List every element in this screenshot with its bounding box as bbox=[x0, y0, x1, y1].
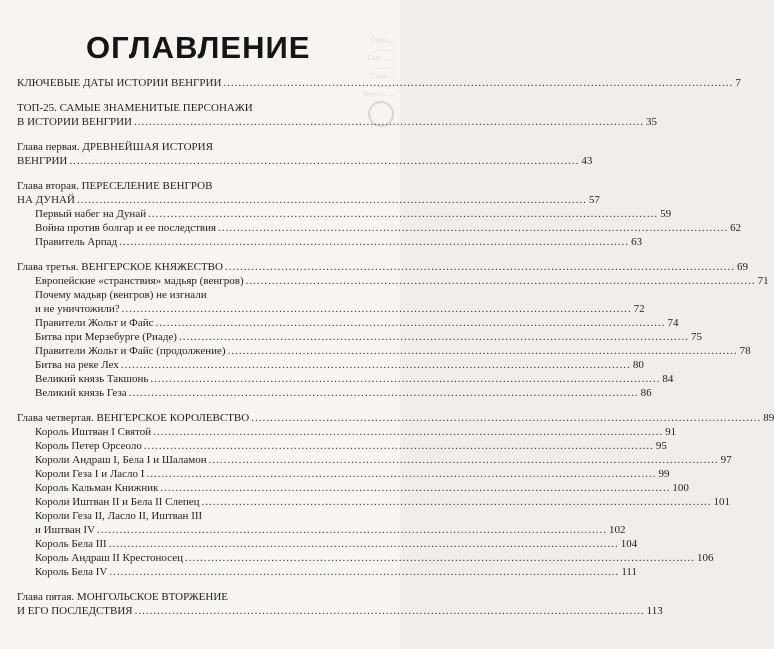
dot-leader bbox=[109, 565, 619, 579]
toc-page-number: 95 bbox=[655, 440, 667, 452]
dot-leader bbox=[134, 115, 644, 129]
toc-entry-title: Великий князь Такшонь bbox=[35, 373, 149, 385]
toc-subentry[interactable] bbox=[17, 274, 769, 288]
toc-subentry[interactable] bbox=[17, 330, 702, 344]
dot-leader bbox=[209, 453, 719, 467]
toc-chapter[interactable] bbox=[17, 101, 658, 129]
dot-leader bbox=[77, 193, 587, 207]
toc-page-number: 84 bbox=[662, 373, 674, 385]
toc-page-number: 106 bbox=[697, 552, 714, 564]
toc-subentry[interactable] bbox=[17, 316, 679, 330]
toc-entry-title: Правители Жольт и Файс (продолжение) bbox=[35, 345, 226, 357]
toc-subentry[interactable] bbox=[17, 221, 742, 235]
toc-page-number: 102 bbox=[609, 524, 626, 536]
toc-entry-title: Битва при Мерзебурге (Риаде) bbox=[35, 331, 177, 343]
toc-subentry[interactable] bbox=[17, 551, 714, 565]
toc-page-number: 99 bbox=[658, 468, 670, 480]
toc-chapter[interactable] bbox=[17, 260, 748, 274]
toc-page-number: 80 bbox=[632, 359, 644, 371]
dot-leader bbox=[228, 344, 738, 358]
dot-leader bbox=[185, 551, 695, 565]
toc-entry-title: НА ДУНАЙ bbox=[17, 194, 75, 206]
dot-leader bbox=[179, 330, 689, 344]
toc-entry-title: Короли Иштван II и Бела II Слепец bbox=[35, 496, 200, 508]
bleed-line: .......... bbox=[376, 63, 394, 71]
toc-entry-title: и Иштван IV bbox=[35, 524, 96, 536]
toc-entry-first-line: Короли Геза II, Ласло II, Иштван III bbox=[35, 510, 203, 522]
toc-entry-title: Глава третья. ВЕНГЕРСКОЕ КНЯЖЕСТВО bbox=[17, 261, 223, 273]
toc-entry-title: В ИСТОРИИ ВЕНГРИИ bbox=[17, 116, 133, 128]
toc-chapter[interactable] bbox=[17, 411, 774, 425]
dot-leader bbox=[144, 439, 654, 453]
toc-subentry[interactable] bbox=[17, 439, 667, 453]
dot-leader bbox=[148, 207, 658, 221]
dot-leader bbox=[202, 495, 712, 509]
dot-leader bbox=[146, 467, 656, 481]
dot-leader bbox=[97, 523, 607, 537]
toc-subentry[interactable] bbox=[17, 453, 732, 467]
dot-leader bbox=[251, 411, 761, 425]
toc-subentry[interactable] bbox=[17, 207, 672, 221]
toc-entry-title: Великий князь Геза bbox=[35, 387, 127, 399]
toc-page-number: 104 bbox=[620, 538, 638, 550]
toc-subentry[interactable] bbox=[17, 358, 644, 372]
toc-page-number: 113 bbox=[646, 605, 663, 617]
toc-page-number: 69 bbox=[736, 261, 748, 273]
dot-leader bbox=[218, 221, 728, 235]
toc-subentry[interactable] bbox=[17, 565, 638, 579]
toc-page-number: 7 bbox=[735, 77, 741, 89]
toc-chapter[interactable] bbox=[17, 140, 593, 168]
dot-leader bbox=[109, 537, 619, 551]
toc-entry-first-line: ТОП-25. САМЫЕ ЗНАМЕНИТЫЕ ПЕРСОНАЖИ bbox=[17, 102, 253, 114]
bleed-line: Глава ... bbox=[370, 36, 394, 44]
dot-leader bbox=[160, 481, 670, 495]
toc-entry-title: Правитель Арпад bbox=[35, 236, 118, 248]
toc-entry-first-line: Глава первая. ДРЕВНЕЙШАЯ ИСТОРИЯ bbox=[17, 141, 213, 153]
toc-subentry[interactable] bbox=[17, 386, 652, 400]
toc-entry-title: Король Иштван I Святой bbox=[35, 426, 152, 438]
toc-page-number: 74 bbox=[667, 317, 679, 329]
toc-chapter[interactable] bbox=[17, 179, 600, 207]
dot-leader bbox=[135, 604, 645, 618]
bleed-line: Король .... bbox=[363, 90, 394, 98]
toc-entry-title: Война против болгар и ее последствия bbox=[35, 222, 217, 234]
toc-entry-title: Короли Геза I и Ласло I bbox=[35, 468, 145, 480]
toc-page-number: 78 bbox=[739, 345, 751, 357]
dot-leader bbox=[121, 358, 631, 372]
toc-entry-title: Битва на реке Лех bbox=[35, 359, 119, 371]
toc-page-number: 35 bbox=[646, 116, 658, 128]
toc-page-number: 111 bbox=[621, 566, 638, 578]
toc-subentry[interactable] bbox=[17, 481, 689, 495]
toc-page-number: 57 bbox=[588, 194, 600, 206]
toc-page-number: 97 bbox=[720, 454, 732, 466]
toc-entry-title: Европейские «странствия» мадьяр (венгров) bbox=[35, 275, 244, 287]
toc-subentry[interactable] bbox=[17, 372, 674, 386]
toc-page-number: 71 bbox=[757, 275, 769, 287]
toc-subentry[interactable] bbox=[17, 235, 643, 249]
toc-subentry[interactable] bbox=[17, 509, 626, 537]
dot-leader bbox=[225, 260, 735, 274]
toc-entry-title: И ЕГО ПОСЛЕДСТВИЯ bbox=[17, 605, 133, 617]
bleed-line: .......... bbox=[376, 45, 394, 53]
dot-leader bbox=[153, 425, 663, 439]
dot-leader bbox=[69, 154, 579, 168]
dot-leader bbox=[122, 302, 632, 316]
toc-page-number: 101 bbox=[713, 496, 731, 508]
toc-entry-title: Первый набег на Дунай bbox=[35, 208, 147, 220]
toc-entry-title: Король Кальман Книжник bbox=[35, 482, 159, 494]
bleed-line: .......... bbox=[376, 81, 394, 89]
toc-entry-first-line: Почему мадьяр (венгров) не изгнали bbox=[35, 289, 207, 301]
toc-page-number: 91 bbox=[665, 426, 677, 438]
bleed-through-text bbox=[308, 0, 400, 98]
toc-entry-title: Король Бела III bbox=[35, 538, 107, 550]
dot-leader bbox=[119, 235, 629, 249]
toc-subentry[interactable] bbox=[17, 537, 638, 551]
toc-page-number: 89 bbox=[763, 412, 774, 424]
dot-leader bbox=[150, 372, 660, 386]
dot-leader bbox=[246, 274, 756, 288]
toc-page-number: 63 bbox=[631, 236, 643, 248]
dot-leader bbox=[223, 76, 733, 90]
toc-entry-title: Короли Андраш I, Бела I и Шаламон bbox=[35, 454, 207, 466]
toc-page-number: 86 bbox=[640, 387, 652, 399]
dot-leader bbox=[156, 316, 666, 330]
toc-page-number: 43 bbox=[581, 155, 593, 167]
toc-chapter[interactable] bbox=[17, 590, 663, 618]
toc-entry-first-line: Глава вторая. ПЕРЕСЕЛЕНИЕ ВЕНГРОВ bbox=[17, 180, 213, 192]
toc-entry-title: Король Петер Орсеоло bbox=[35, 440, 142, 452]
toc-page-number: 100 bbox=[672, 482, 689, 494]
toc-entry-title: ВЕНГРИИ bbox=[17, 155, 68, 167]
toc-subentry[interactable] bbox=[17, 344, 751, 358]
toc-page-number: 59 bbox=[660, 208, 672, 220]
page-title: ОГЛАВЛЕНИЕ bbox=[86, 30, 311, 65]
toc-entry-first-line: Глава пятая. МОНГОЛЬСКОЕ ВТОРЖЕНИЕ bbox=[17, 591, 229, 603]
toc-entry-title: и не уничтожили? bbox=[35, 303, 120, 315]
toc-subentry[interactable] bbox=[17, 495, 731, 509]
toc-entry-title: Правители Жольт и Файс bbox=[35, 317, 154, 329]
bleed-line: Свят ...... bbox=[367, 54, 394, 62]
bleed-line: Глава ... bbox=[370, 72, 394, 80]
toc-page-number: 72 bbox=[633, 303, 645, 315]
table-of-contents bbox=[17, 76, 774, 618]
toc-entry-title: Король Андраш II Крестоносец bbox=[35, 552, 183, 564]
toc-entry-title: Король Бела IV bbox=[35, 566, 108, 578]
toc-entry-title: КЛЮЧЕВЫЕ ДАТЫ ИСТОРИИ ВЕНГРИИ bbox=[17, 77, 222, 89]
dot-leader bbox=[129, 386, 639, 400]
toc-page-number: 62 bbox=[730, 222, 742, 234]
toc-subentry[interactable] bbox=[17, 467, 670, 481]
toc-subentry[interactable] bbox=[17, 288, 645, 316]
toc-page-number: 75 bbox=[690, 331, 702, 343]
toc-subentry[interactable] bbox=[17, 425, 677, 439]
toc-entry-title: Глава четвертая. ВЕНГЕРСКОЕ КОРОЛЕВСТВО bbox=[17, 412, 250, 424]
